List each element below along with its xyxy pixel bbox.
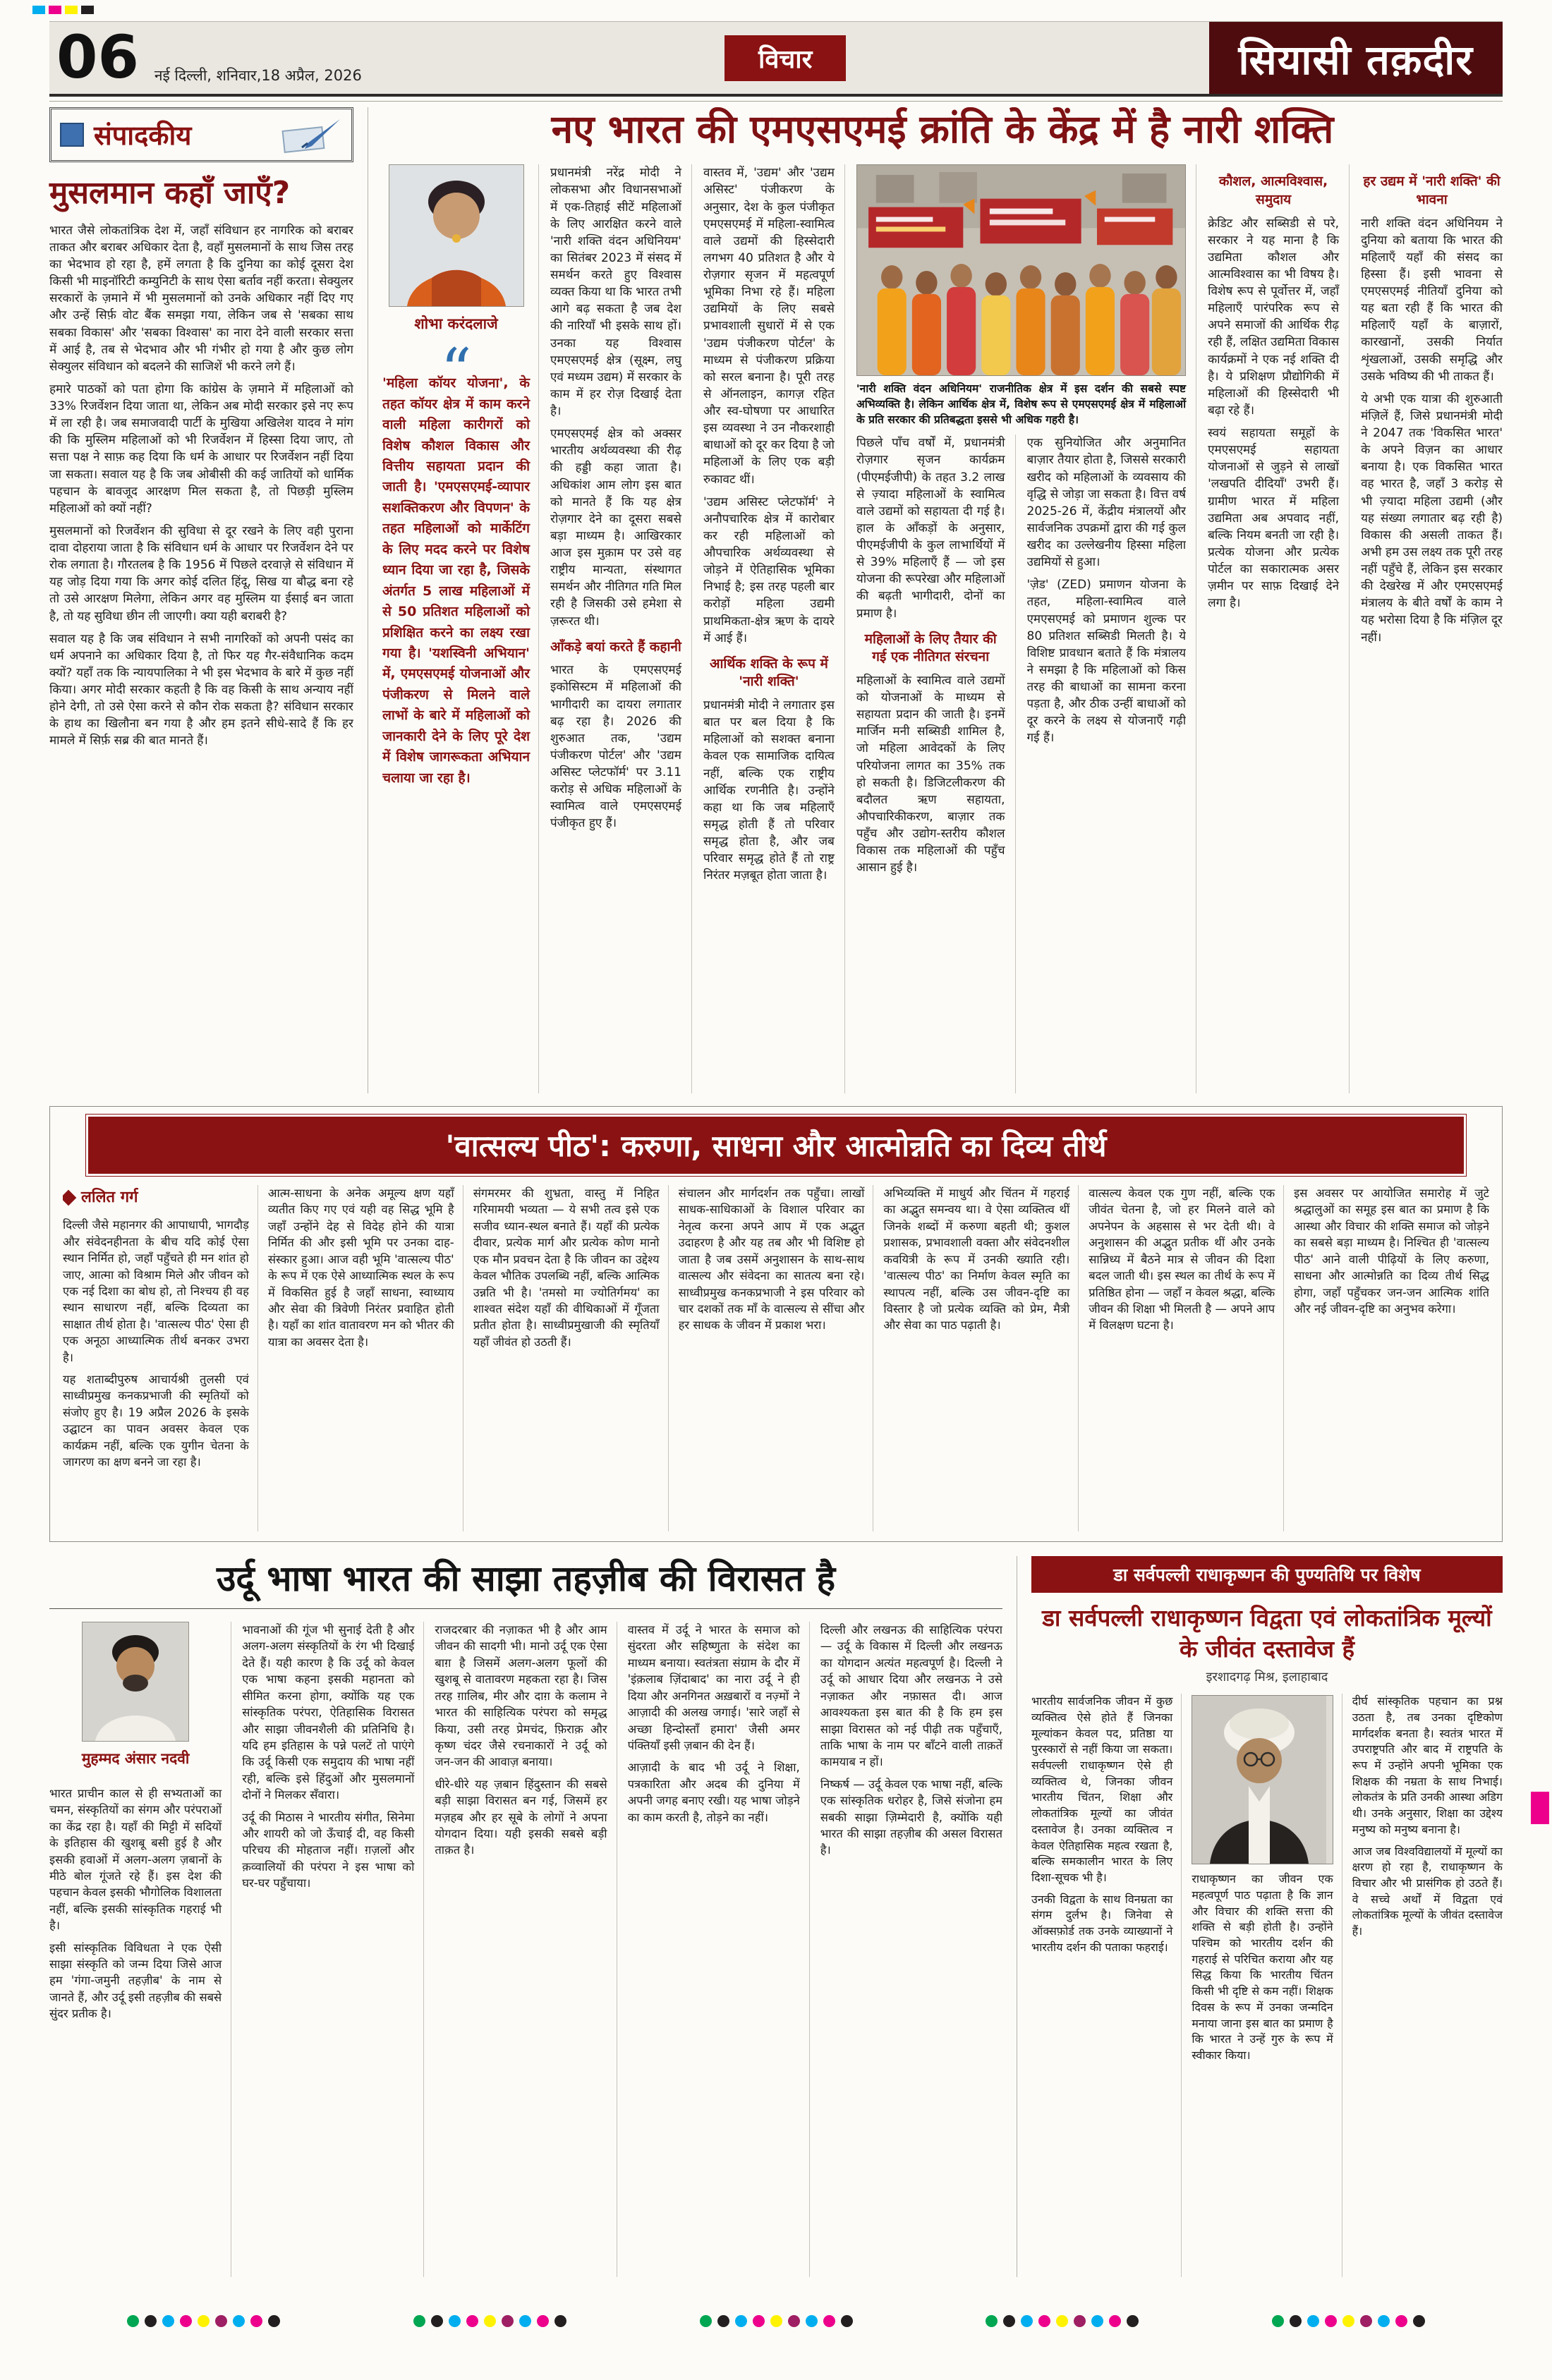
lead-photo-group <box>856 164 1196 1093</box>
registration-color-mark <box>788 2315 800 2327</box>
radhakrishnan-byline: इरशादगढ़ मिश्र, इलाहाबाद <box>1206 1670 1328 1685</box>
registration-color-mark <box>770 2315 782 2327</box>
color-dot-cluster <box>127 2315 280 2327</box>
body-paragraph: इस अवसर पर आयोजित समारोह में जुटे श्रद्धालुओं का समूह इस बात का प्रमाण है कि आस्था और विचार की शक्ति समाज को जोड़ने का सबसे बड़ा माध्यम है। निश्चित ही 'वात्सल्य पीठ' आने वाली पीढ़ियों के लिए करुणा, साधना और आत्मोन्नति का दिव्य तीर्थ सिद्ध होगा, जहाँ पहुँचकर जन-जन आत्मिक शांति और नई जीवन-दृष्टि का अनुभव करेगा। <box>1294 1186 1489 1316</box>
registration-color-mark <box>1091 2315 1103 2327</box>
body-paragraph: मुसलमानों को रिजर्वेशन की सुविधा से दूर रखने के लिए वही पुराना दावा दोहराया जाता है कि संविधान धर्म के आधार पर रिजर्वेशन देने पर रोक लगाता है। गौरतलब है कि 1956 में पिछले दरवाज़े से संविधान में यह जोड़ दिया गया कि अगर कोई दलित हिंदू, सिख या बौद्ध बना रहे तो उसे आरक्षण मिलेगा, लेकिन अगर वह मुस्लिम या ईसाई बन जाता है, तो यह सुविधा छीन ली जाएगी। क्या यही बराबरी है? <box>49 523 353 624</box>
body-paragraph: भारत जैसे लोकतांत्रिक देश में, जहाँ संविधान हर नागरिक को बराबर ताकत और बराबर अधिकार देता है, वहाँ मुसलमानों के साथ जिस तरह का भेदभाव हो रहा है, हमें लगता है कि दुनिया का कोई दूसरा देश किसी भी माइनॉरिटी कम्युनिटी के साथ ऐसा बर्ताव नहीं करता। सेक्युलर सरकारों के ज़माने में भी मुसलमानों को उनके अधिकार नहीं दिए गए और उन्हें सिर्फ़ वोट बैंक समझा गया, लेकिन जब से 'सबका साथ सबका विकास' और 'सबका विश्वास' का नारा देने वाली सरकार सत्ता में आई है, तब से भेदभाव और भी गंभीर हो गया है और कुछ लोग सेक्युलर संविधान को बदलने की साजिशें भी करने लगे हैं। <box>49 223 353 374</box>
lead-column-3 <box>856 435 1016 1093</box>
registration-color-mark <box>717 2315 729 2327</box>
page-header <box>49 21 1503 97</box>
urdu-column-2 <box>242 1622 424 2277</box>
radhakrishnan-body <box>1031 1694 1503 2277</box>
vatsalya-column-2 <box>268 1185 463 1531</box>
lead-headline: नए भारत की एमएसएमई क्रांति के केंद्र में है नारी शक्ति <box>551 107 1334 152</box>
radhakrishnan-kicker: डा सर्वपल्ली राधाकृष्णन की पुण्यतिथि पर विशेष <box>1031 1556 1503 1593</box>
registration-color-mark <box>1378 2315 1390 2327</box>
body-paragraph: 'ज़ेड' (ZED) प्रमाणन योजना के तहत, महिला-स्वामित्व वाले एमएसएमई को प्रमाणन शुल्क पर 80 प्रतिशत सब्सिडी मिलती है। ये विशिष्ट प्रावधान बताते हैं कि मंत्रालय ने समझा है कि महिलाओं को किस तरह की बाधाओं का सामना करना पड़ता है, और ठीक उन्हीं बाधाओं को दूर करने के लक्ष्य से योजनाएँ गढ़ी गई हैं। <box>1026 578 1187 746</box>
registration-color-mark <box>841 2315 853 2327</box>
radhakrishnan-column-1 <box>1031 1694 1182 2277</box>
radhakrishnan-photo <box>1192 1695 1333 1864</box>
body-paragraph: प्रधानमंत्री मोदी ने लगातार इस बात पर बल दिया है कि महिलाओं को सशक्त बनाना केवल एक सामाजिक दायित्व नहीं, बल्कि एक राष्ट्रीय आर्थिक रणनीति है। उन्होंने कहा था कि जब महिलाएँ समृद्ध होती हैं तो परिवार समृद्ध होता है, और जब परिवार समृद्ध होते हैं तो राष्ट्र निरंतर मज़बूत होता जाता है। <box>703 698 835 883</box>
body-paragraph: भावनाओं की गूंज भी सुनाई देती है और अलग-अलग संस्कृतियों के रंग भी दिखाई देते हैं। यही कारण है कि उर्दू को केवल एक भाषा कहना इसकी महानता को सीमित करना होगा, क्योंकि यह एक सांस्कृतिक परंपरा, ऐतिहासिक विरासत और साझा जीवनशैली की प्रतिनिधि है। यदि हम इतिहास के पन्ने पलटें तो पाएंगे कि उर्दू किसी एक समुदाय की भाषा नहीं रही, बल्कि इसे हिंदुओं और मुसलमानों दोनों ने मिलकर सँवारा। <box>242 1623 415 1802</box>
registration-color-mark <box>466 2315 478 2327</box>
body-paragraph: अभिव्यक्ति में माधुर्य और चिंतन में गहराई का अद्भुत समन्वय था। वे ऐसा व्यक्तित्व थीं जिनके शब्दों में करुणा बहती थी; कुशल प्रशासक, प्रभावशाली वक्ता और संवेदनशील कवयित्री के रूप में उनकी ख्याति रही। 'वात्सल्य पीठ' का निर्माण केवल स्मृति का स्थापत्य नहीं, बल्कि उस जीवन-दृष्टि का विस्तार है जो प्रत्येक व्यक्ति को प्रेम, मैत्री और सेवा का पाठ पढ़ाती है। <box>883 1186 1070 1332</box>
urdu-column-5 <box>820 1622 1002 2277</box>
lead-column-5 <box>1208 164 1350 1093</box>
registration-marks-top <box>32 6 94 14</box>
lead-author-column <box>382 164 539 1093</box>
registration-color-mark <box>1290 2315 1302 2327</box>
registration-color-mark <box>554 2315 566 2327</box>
byline-diamond-icon <box>63 1189 76 1206</box>
registration-color-mark <box>215 2315 227 2327</box>
column-subhead: हर उद्यम में 'नारी शक्ति' की भावना <box>1363 174 1501 207</box>
editorial-label-box <box>49 107 353 162</box>
registration-color-mark <box>735 2315 747 2327</box>
body-paragraph: दिल्ली और लखनऊ की साहित्यिक परंपरा — उर्दू के विकास में दिल्ली और लखनऊ का योगदान अत्यंत महत्वपूर्ण है। दिल्ली ने उर्दू को आधार दिया और लखनऊ ने उसे नज़ाकत और नफ़ासत दी। आज आवश्यकता इस बात की है कि हम इस साझा विरासत को नई पीढ़ी तक पहुँचाएँ, ताकि भाषा के नाम पर बाँटने वाली ताक़तें कामयाब न हों। <box>820 1623 1002 1769</box>
registration-color-mark <box>1109 2315 1121 2327</box>
rally-photo <box>856 164 1186 376</box>
body-paragraph: भारतीय सार्वजनिक जीवन में कुछ व्यक्तित्व ऐसे होते हैं जिनका मूल्यांकन केवल पद, प्रतिष्ठा या पुरस्कारों से नहीं किया जा सकता। सर्वपल्ली राधाकृष्णन ऐसे ही व्यक्तित्व थे, जिनका जीवन भारतीय चिंतन, शिक्षा और लोकतांत्रिक मूल्यों का जीवंत दस्तावेज है। उनका व्यक्तित्व न केवल ऐतिहासिक महत्व रखता है, बल्कि समकालीन भारत के लिए दिशा-सूचक भी है। <box>1031 1694 1173 1884</box>
masthead: सियासी तक़दीर <box>1209 22 1503 94</box>
registration-color-mark <box>1307 2315 1319 2327</box>
vatsalya-column-4 <box>679 1185 874 1531</box>
registration-color-mark <box>806 2315 818 2327</box>
lead-pull-quote: 'महिला कॉयर योजना', के तहत कॉयर क्षेत्र में काम करने वाली महिला कारीगरों को विशेष कौशल विकास और वित्तीय सहायता प्रदान की जाती है। 'एमएसएमई-व्यापार सशक्तिकरण और विपणन' के तहत महिलाओं को मार्केटिंग के लिए मदद करने पर विशेष ध्यान दिया जा रहा है, जिसके अंतर्गत 5 लाख महिलाओं में से 50 प्रतिशत महिलाओं को प्रशिक्षित करने का लक्ष्य रखा गया है। 'यशस्विनी अभियान' में, एमएसएमई योजनाओं और पंजीकरण से मिलने वाले लाभों के बारे में महिलाओं को जानकारी देने के लिए पूरे देश में विशेष जागरूकता अभियान चलाया जा रहा है। <box>382 375 530 786</box>
registration-color-mark <box>1074 2315 1086 2327</box>
lead-article <box>368 107 1503 1093</box>
body-paragraph: वास्तव में उर्दू ने भारत के समाज को सुंदरता और सहिष्णुता के संदेश का माध्यम बनाया। स्वतंत्रता संग्राम के दौर में 'इंक़लाब ज़िंदाबाद' का नारा उर्दू ने ही दिया और अनगिनत अख़बारों व नज़्मों ने आज़ादी की अलख जगाई। 'सारे जहाँ से अच्छा हिन्दोस्ताँ हमारा' जैसी अमर पंक्तियाँ इसी ज़बान की देन हैं। <box>627 1623 800 1752</box>
registration-color-mark <box>65 6 78 14</box>
registration-color-mark <box>162 2315 174 2327</box>
editorial-body <box>49 222 353 1093</box>
body-paragraph: संगमरमर की शुभ्रता, वास्तु में निहित गरिमामयी भव्यता — ये सभी तत्व इसे एक सजीव ध्यान-स्थल बनाते हैं। यहाँ की प्रत्येक दीवार, प्रत्येक मार्ग और प्रत्येक कोण मानो एक मौन प्रवचन देता है कि जीवन का उद्देश्य केवल भौतिक उपलब्धि नहीं, बल्कि आत्मिक उन्नति भी है। 'तमसो मा ज्योतिर्गमय' का शाश्वत संदेश यहाँ की वीथिकाओं में गूँजता प्रतीत होता है। साध्वीप्रमुखाजी की स्मृतियाँ यहाँ जीवंत हो उठती हैं। <box>473 1186 660 1349</box>
registration-color-mark <box>986 2315 998 2327</box>
registration-color-mark <box>32 6 45 14</box>
body-paragraph: भारत प्राचीन काल से ही सभ्यताओं का चमन, संस्कृतियों का संगम और परंपराओं का केंद्र रहा है। यहाँ की मिट्टी में सदियों के इतिहास की खुशबू बसी हुई है और इसकी हवाओं में अलग-अलग ज़बानों के मीठे बोल गूंजते रहे हैं। इस देश की पहचान केवल इसकी भौगोलिक विशालता नहीं, बल्कि इसकी सांस्कृतिक गहराई भी है। <box>49 1786 222 1933</box>
registration-color-mark <box>1360 2315 1372 2327</box>
body-paragraph: वात्सल्य केवल एक गुण नहीं, बल्कि एक जीवंत चेतना है, जो हर मिलने वाले को अपनेपन के अहसास से भर देती थी। वे अनुशासन की अद्भुत प्रतीक थीं और उनके सान्निध्य में बैठने मात्र से जीवन की दिशा बदल जाती थी। इस स्थल का तीर्थ के रूप में प्रतिष्ठित होना — जहाँ न केवल श्रद्धा, बल्कि जीवन की शिक्षा भी मिलती है — अपने आप में विलक्षण घटना है। <box>1089 1186 1275 1332</box>
lead-column-2 <box>703 164 845 1093</box>
registration-color-mark <box>413 2315 425 2327</box>
body-paragraph: दिल्ली जैसे महानगर की आपाधापी, भागदौड़ और संवेदनहीनता के बीच यदि कोई ऐसा स्थान निर्मित हो, जहाँ पहुँचते ही मन शांत हो जाए, आत्मा को विश्राम मिले और जीवन को एक नई दिशा का बोध हो, तो निश्चय ही वह स्थान साधारण नहीं, बल्कि दिव्यता का साक्षात तीर्थ होता है। 'वात्सल्य पीठ' ऐसा ही एक अनूठा आध्यात्मिक तीर्थ बनकर उभरा है। <box>63 1218 249 1364</box>
lead-column-4 <box>1027 435 1187 1093</box>
vatsalya-column-6 <box>1089 1185 1284 1531</box>
body-paragraph: हमारे पाठकों को पता होगा कि कांग्रेस के ज़माने में महिलाओं को 33% रिजर्वेशन दिया जाता था, लेकिन अब मोदी सरकार इसे नए रूप में ला रही है। जब समाजवादी पार्टी के मुखिया अखिलेश यादव ने मांग की कि मुस्लिम महिलाओं को भी रिजर्वेशन में हिस्सा दिया जाए, तो सत्ता पक्ष ने साफ़ कह दिया कि धर्म के आधार पर रिजर्वेशन नहीं दिया जा सकता। सवाल यह है कि जब ओबीसी की कई जातियों को धार्मिक पहचान के बावजूद आरक्षण मिल सकता है, तो पिछड़ी मुस्लिम महिलाओं को क्यों नहीं? <box>49 382 353 516</box>
radhakrishnan-column-2 <box>1192 1694 1342 2277</box>
urdu-author-card <box>49 1622 222 1777</box>
color-dot-cluster <box>1272 2315 1425 2327</box>
bottom-section <box>49 1556 1503 2277</box>
body-paragraph: सवाल यह है कि जब संविधान ने सभी नागरिकों को अपनी पसंद का धर्म अपनाने का अधिकार दिया है, तो फिर यह गैर-संवैधानिक कदम क्यों? यहाँ तक कि न्यायपालिका ने भी इस भेदभाव के बारे में कुछ नहीं किया। अगर मोदी सरकार कहती है कि वह किसी के साथ अन्याय नहीं होने देगी, तो उसे ऐसा करने से कौन रोक सकता है? संविधान सरकार के हाथ का खिलौना बन गया है और हम इतने सीधे-सादे हैं कि हर मामले में सिर्फ़ सब्र की बात मानते हैं। <box>49 631 353 748</box>
urdu-column-4 <box>628 1622 810 2277</box>
urdu-column-1 <box>49 1622 231 2277</box>
body-paragraph: क्रेडिट और सब्सिडी से परे, सरकार ने यह माना है कि उद्यमिता कौशल और आत्मविश्वास का भी विषय है। विशेष रूप से पूर्वोत्तर में, जहाँ महिलाएँ पारंपरिक रूप से अपने समाजों की आर्थिक रीढ़ रही हैं, लक्षित उद्यमिता विकास कार्यक्रमों ने एक नई शक्ति दी है। ये प्रशिक्षण प्रौद्योगिकी में महिलाओं की हिस्सेदारी भी बढ़ा रहे हैं। <box>1208 216 1340 418</box>
column-subhead: आर्थिक शक्ति के रूप में 'नारी शक्ति' <box>709 655 828 690</box>
registration-color-mark <box>81 6 94 14</box>
registration-color-mark <box>233 2315 245 2327</box>
registration-color-mark <box>449 2315 461 2327</box>
urdu-headline: उर्दू भाषा भारत की साझा तहज़ीब की विरासत है <box>49 1558 1002 1609</box>
column-subhead: महिलाओं के लिए तैयार की गई एक नीतिगत संरचना <box>864 631 997 665</box>
registration-color-mark <box>127 2315 139 2327</box>
registration-color-mark <box>250 2315 262 2327</box>
registration-color-mark <box>1127 2315 1139 2327</box>
editorial-headline: मुसलमान कहाँ जाएँ? <box>49 175 291 211</box>
body-paragraph: दीर्घ सांस्कृतिक पहचान का प्रश्न उठता है, तब उनका दृष्टिकोण मार्गदर्शक बनता है। स्वतंत्र भारत में उपराष्ट्रपति और बाद में राष्ट्रपति के रूप में उन्होंने अपनी भूमिका एक शिक्षक की नम्रता के साथ निभाई। लोकतंत्र के प्रति उनकी आस्था अडिग थी। उनके अनुसार, शिक्षा का उद्देश्य मनुष्य को मनुष्य बनाना है। <box>1352 1694 1503 1836</box>
body-paragraph: एमएसएमई क्षेत्र को अक्सर भारतीय अर्थव्यवस्था की रीढ़ की हड्डी कहा जाता है। अधिकांश आम लोग इस बात को मानते हैं कि यह क्षेत्र रोज़गार देने का दूसरा सबसे बड़ा माध्यम है। आखिरकार आज इस मुक़ाम पर उसे वह राष्ट्रीय मान्यता, संस्थागत समर्थन और नीतिगत गति मिल रही है जिसकी उसे हमेशा से ज़रूरत थी। <box>550 427 681 629</box>
vatsalya-headline: 'वात्सल्य पीठ': करुणा, साधना और आत्मोन्नति का दिव्य तीर्थ <box>88 1117 1464 1174</box>
vatsalya-author: ललित गर्ग <box>81 1189 138 1206</box>
urdu-author-name: मुहम्मद अंसार नदवी <box>81 1750 190 1767</box>
registration-mark-right-edge <box>1531 1792 1549 1824</box>
body-paragraph: राजदरबार की नज़ाकत भी है और आम जीवन की सादगी भी। मानो उर्दू एक ऐसा बाग़ है जिसमें अलग-अलग फूलों की खुशबू से वातावरण महकता रहा है। जिस तरह ग़ालिब, मीर और दाग़ के कलाम ने भारत की साहित्यिक परंपरा को समृद्ध किया, उसी तरह प्रेमचंद, फ़िराक़ और कृष्ण चंदर जैसे रचनाकारों ने उर्दू को जन-जन की आवाज़ बनाया। <box>435 1623 607 1769</box>
lead-author-name: शोभा करंदलाजे <box>414 315 498 333</box>
registration-color-mark <box>502 2315 514 2327</box>
color-dot-cluster <box>700 2315 853 2327</box>
vatsalya-column-7 <box>1294 1185 1489 1531</box>
editorial-badge-icon <box>60 123 84 147</box>
radhakrishnan-headline: डा सर्वपल्ली राधाकृष्णन विद्वता एवं लोकतांत्रिक मूल्यों के जीवंत दस्तावेज हैं <box>1042 1604 1492 1663</box>
registration-color-mark <box>1325 2315 1337 2327</box>
registration-color-mark <box>198 2315 210 2327</box>
body-paragraph: एक सुनियोजित और अनुमानित बाज़ार तैयार होता है, जिससे सरकारी खरीद को महिलाओं के व्यवसाय की वृद्धि से जोड़ा जा सकता है। वित्त वर्ष 2025-26 में, केंद्रीय मंत्रालयों और सार्वजनिक उपक्रमों द्वारा की गई कुल खरीद का उल्लेखनीय हिस्सा महिला उद्यमियों से हुआ। <box>1026 436 1187 570</box>
body-paragraph: 'उद्यम असिस्ट प्लेटफॉर्म' ने अनौपचारिक क्षेत्र में कारोबार कर रही महिलाओं को औपचारिक अर्थव्यवस्था से जोड़ने में ऐतिहासिक भूमिका निभाई है; इस तरह पहली बार करोड़ों महिला उद्यमी प्राथमिकता-क्षेत्र ऋण के दायरे में आई हैं। <box>703 494 835 645</box>
registration-color-mark <box>431 2315 443 2327</box>
body-paragraph: निष्कर्ष — उर्दू केवल एक भाषा नहीं, बल्कि एक सांस्कृतिक धरोहर है, जिसे संजोना हम सबकी साझा ज़िम्मेदारी है, क्योंकि यही भारत की साझा तहज़ीब की असल विरासत है। <box>820 1777 1002 1857</box>
column-subhead: आँकड़े बयां करते हैं कहानी <box>550 638 681 655</box>
registration-color-mark <box>180 2315 192 2327</box>
registration-color-mark <box>537 2315 549 2327</box>
registration-color-mark <box>1003 2315 1015 2327</box>
top-section <box>49 107 1503 1093</box>
registration-color-mark <box>1531 1792 1549 1824</box>
body-paragraph: उर्दू की मिठास ने भारतीय संगीत, सिनेमा और शायरी को जो ऊँचाई दी, वह किसी परिचय की मोहताज नहीं। ग़ज़लों और क़व्वालियों की परंपरा ने इस भाषा को घर-घर पहुँचाया। <box>242 1810 415 1890</box>
registration-color-mark <box>145 2315 157 2327</box>
radhakrishnan-article <box>1017 1556 1503 2277</box>
urdu-article <box>49 1556 1017 2277</box>
body-paragraph: स्वयं सहायता समूहों के एमएसएमई सहायता योजनाओं से जुड़ने से लाखों 'लखपति दीदियाँ' उभरी हैं। ग्रामीण भारत में महिला उद्यमिता अब अपवाद नहीं, बल्कि नियम बनती जा रही है। प्रत्येक योजना और प्रत्येक पोर्टल का सकारात्मक असर ज़मीन पर साफ़ दिखाई देने लगा है। <box>1208 426 1340 611</box>
rally-photo-caption: 'नारी शक्ति वंदन अधिनियम' राजनीतिक क्षेत्र में इस दर्शन की सबसे स्पष्ट अभिव्यक्ति है। लेकिन आर्थिक क्षेत्र में, विशेष रूप से एमएसएमई क्षेत्र में महिलाओं के प्रति सरकार की प्रतिबद्धता इससे भी अधिक गहरी है। <box>856 382 1187 426</box>
body-paragraph: ये अभी एक यात्रा की शुरुआती मंज़िलें हैं, जिसे प्रधानमंत्री मोदी ने 2047 तक 'विकसित भारत' के अपने विज़न का आधार बनाया है। एक विकसित भारत वह भारत है, जहाँ 3 करोड़ से भी ज़्यादा महिला उद्यमी (और यह संख्या लगातार बढ़ रही है) विकास की असली ताकत हैं। अभी हम उस लक्ष्य तक पूरी तरह नहीं पहुँचे हैं, लेकिन इस सरकार की देखरेख में और एमएसएमई मंत्रालय के बीते वर्षों के काम ने यह भरोसा दिया है कि मंज़िल दूर नहीं। <box>1361 391 1503 645</box>
registration-color-mark <box>1038 2315 1050 2327</box>
body-paragraph: संचालन और मार्गदर्शन तक पहुँचा। लाखों साधक-साधिकाओं के विशाल परिवार का नेतृत्व करना अपने आप में एक अद्भुत उदाहरण है और यह तब और भी विशिष्ट हो जाता है जब उसमें अनुशासन के साथ-साथ वात्सल्य और संवेदना का सातत्य बना रहे। साध्वीप्रमुख कनकप्रभाजी ने इस परिवार को चार दशकों तक माँ के वात्सल्य से सींचा और हर साधक के जीवन में प्रकाश भरा। <box>678 1186 865 1332</box>
lead-column-6 <box>1361 164 1503 1093</box>
page-number: 06 <box>56 23 139 92</box>
quote-mark-icon <box>441 341 472 373</box>
body-paragraph: उनकी विद्वता के साथ विनम्रता का संगम दुर्लभ है। जिनेवा से ऑक्सफ़ोर्ड तक उनके व्याख्यानों ने भारतीय दर्शन की पताका फहराई। <box>1031 1892 1173 1954</box>
registration-color-mark <box>49 6 61 14</box>
body-paragraph: आज जब विश्वविद्यालयों में मूल्यों का क्षरण हो रहा है, राधाकृष्णन के विचार और भी प्रासंगिक हो उठते हैं। वे सच्चे अर्थों में विद्वता एवं लोकतांत्रिक मूल्यों के जीवंत दस्तावेज हैं। <box>1352 1844 1503 1938</box>
body-paragraph: वास्तव में, 'उद्यम' और 'उद्यम असिस्ट' पंजीकरण के अनुसार, देश के कुल पंजीकृत एमएसएमई में महिला-स्वामित्व वाले उद्यमों की हिस्सेदारी लगभग 40 प्रतिशत है और ये रोज़गार सृजन में महत्वपूर्ण भूमिका निभा रहे हैं। महिला उद्यमियों के लिए सबसे प्रभावशाली सुधारों में से एक 'उद्यम पंजीकरण पोर्टल' के माध्यम से पंजीकरण प्रक्रिया को सरल बनाना है। पूरी तरह से ऑनलाइन, कागज़ रहित और स्व-घोषणा पर आधारित इस व्यवस्था ने उन नौकरशाही बाधाओं को दूर कर दिया है जो महिलाओं के लिए एक बड़ी रुकावट थीं। <box>703 166 835 487</box>
vatsalya-body <box>63 1185 1489 1531</box>
registration-color-mark <box>1056 2315 1068 2327</box>
body-paragraph: पिछले पाँच वर्षों में, प्रधानमंत्री रोज़गार सृजन कार्यक्रम (पीएमईजीपी) के तहत 3.2 लाख से ज़्यादा महिलाओं के स्वामित्व वाले उद्यमों को सहायता दी गई है। हाल के आँकड़ों के अनुसार, पीएमईजीपी के कुल लाभार्थियों में से 39% महिलाएँ हैं — जो इस योजना की रूपरेखा और महिलाओं की बढ़ती भागीदारी, दोनों का प्रमाण है। <box>856 436 1005 621</box>
lead-photo-subcolumns <box>856 435 1186 1093</box>
registration-color-mark <box>1413 2315 1425 2327</box>
body-paragraph: नारी शक्ति वंदन अधिनियम ने दुनिया को बताया कि भारत की महिलाएँ यहाँ की संसद का हिस्सा हैं। इसी भावना से एमएसएमई नीतियाँ दुनिया को यह बता रही हैं कि भारत की महिलाएँ यहाँ के बाज़ारों, कारखानों, उसकी निर्यात शृंखलाओं, उसकी समृद्धि और उसके भविष्य की भी ताकत हैं। <box>1361 216 1503 384</box>
registration-color-mark <box>484 2315 496 2327</box>
section-title: विचार <box>725 35 846 81</box>
registration-color-mark <box>1021 2315 1033 2327</box>
header-rule <box>49 101 1503 102</box>
body-paragraph: धीरे-धीरे यह ज़बान हिंदुस्तान की सबसे बड़ी साझा विरासत बन गई, जिसमें हर मज़हब और हर सूबे के लोगों ने अपना योगदान दिया। यही इसकी सबसे बड़ी ताक़त है। <box>435 1777 607 1857</box>
registration-color-mark <box>519 2315 531 2327</box>
urdu-author-photo <box>82 1622 189 1742</box>
column-subhead: कौशल, आत्मविश्वास, समुदाय <box>1218 174 1328 207</box>
color-dot-cluster <box>413 2315 566 2327</box>
registration-color-mark <box>1342 2315 1354 2327</box>
urdu-body <box>49 1622 1002 2277</box>
body-paragraph: भारत के एमएसएमई इकोसिस्टम में महिलाओं की भागीदारी का दायरा लगातार बढ़ रहा है। 2026 की शुरुआत तक, 'उद्यम पंजीकरण पोर्टल' और 'उद्यम असिस्ट प्लेटफॉर्म' पर 3.11 करोड़ से अधिक महिलाओं के स्वामित्व वाले एमएसएमई पंजीकृत हुए हैं। <box>550 663 681 831</box>
urdu-column-3 <box>435 1622 617 2277</box>
registration-color-mark <box>823 2315 835 2327</box>
body-paragraph: आज़ादी के बाद भी उर्दू ने शिक्षा, पत्रकारिता और अदब की दुनिया में अपनी जगह बनाए रखी। यह भाषा जोड़ने का काम करती है, तोड़ने का नहीं। <box>627 1761 800 1824</box>
lead-author-photo <box>389 164 524 307</box>
body-paragraph: महिलाओं के स्वामित्व वाले उद्यमों को योजनाओं के माध्यम से सहायता प्रदान की जाती है। इनमें मार्जिन मनी सब्सिडी शामिल है, जो महिला आवेदकों के लिए परियोजना लागत का 35% तक हो सकती है। डिजिटलीकरण की बदौलत ऋण सहायता, औपचारिकीकरण, बाज़ार तक पहुँच और उद्योग-स्तरीय कौशल विकास तक महिलाओं की पहुँच आसान हुई है। <box>856 673 1005 875</box>
vatsalya-column-1 <box>63 1185 258 1531</box>
quill-pen-icon <box>281 116 343 153</box>
editorial-label: संपादकीय <box>94 120 192 151</box>
vatsalya-byline <box>63 1186 249 1208</box>
body-paragraph: राधाकृष्णन का जीवन एक महत्वपूर्ण पाठ पढ़ाता है कि ज्ञान और विचार की शक्ति सत्ता की शक्ति से बड़ी होती है। उन्होंने पश्चिम को भारतीय दर्शन की गहराई से परिचित कराया और यह सिद्ध किया कि भारतीय चिंतन किसी भी दृष्टि से कम नहीं। शिक्षक दिवस के रूप में उनका जन्मदिन मनाया जाना इस बात का प्रमाण है कि भारत ने उन्हें गुरु के रूप में स्वीकार किया। <box>1192 1872 1333 2062</box>
dateline: नई दिल्ली, शनिवार,18 अप्रैल, 2026 <box>154 67 362 84</box>
registration-color-mark <box>700 2315 712 2327</box>
registration-color-mark <box>268 2315 280 2327</box>
vatsalya-column-3 <box>473 1185 669 1531</box>
registration-color-mark <box>753 2315 765 2327</box>
body-paragraph: इसी सांस्कृतिक विविधता ने एक ऐसी साझा संस्कृति को जन्म दिया जिसे आज हम 'गंगा-जमुनी तहज़ीब' के नाम से जानते हैं, और उर्दू इसी तहज़ीब की सबसे सुंदर प्रतीक है। <box>49 1941 222 2021</box>
body-paragraph: आत्म-साधना के अनेक अमूल्य क्षण यहाँ व्यतीत किए गए एवं यही वह सिद्ध भूमि है जहाँ उन्होंने देह से विदेह होने की यात्रा निर्मित की और इसी भूमि पर उनका दाह-संस्कार हुआ। आज वही भूमि 'वात्सल्य पीठ' के रूप में एक ऐसे आध्यात्मिक स्थल के रूप में विकसित हुई है जहाँ साधना, स्वाध्याय और सेवा की त्रिवेणी निरंतर प्रवाहित होती है। यहाँ का शांत वातावरण मन को भीतर की यात्रा का अवसर देता है। <box>267 1186 454 1349</box>
lead-article-body <box>382 164 1503 1093</box>
lead-column-1 <box>550 164 692 1093</box>
color-dot-cluster <box>986 2315 1139 2327</box>
vatsalya-article <box>49 1106 1503 1542</box>
body-paragraph: प्रधानमंत्री नरेंद्र मोदी ने लोकसभा और विधानसभाओं में एक-तिहाई सीटें महिलाओं के लिए आरक्षित करने वाले 'नारी शक्ति वंदन अधिनियम' का सितंबर 2023 में संसद में समर्थन करते हुए विश्वास व्यक्त किया था कि भारत तभी आगे बढ़ सकता है जब देश की नारियाँ भी इसके साथ हों। उनका यह विश्वास एमएसएमई क्षेत्र (सूक्ष्म, लघु एवं मध्यम उद्यम) में सरकार के काम में हर रोज़ दिखाई देता है। <box>550 166 681 418</box>
registration-color-mark <box>1395 2315 1407 2327</box>
color-registration-bar <box>127 2315 1425 2327</box>
vatsalya-column-5 <box>883 1185 1079 1531</box>
registration-color-mark <box>1272 2315 1284 2327</box>
radhakrishnan-column-3 <box>1352 1694 1503 2277</box>
editorial-article <box>49 107 368 1093</box>
body-paragraph: यह शताब्दीपुरुष आचार्यश्री तुलसी एवं साध्वीप्रमुख कनकप्रभाजी की स्मृतियों को संजोए हुए है। 19 अप्रैल 2026 के इसके उद्घाटन का पावन अवसर केवल एक कार्यक्रम नहीं, बल्कि एक युगीन चेतना के जागरण का क्षण बनने जा रहा है। <box>63 1373 249 1469</box>
